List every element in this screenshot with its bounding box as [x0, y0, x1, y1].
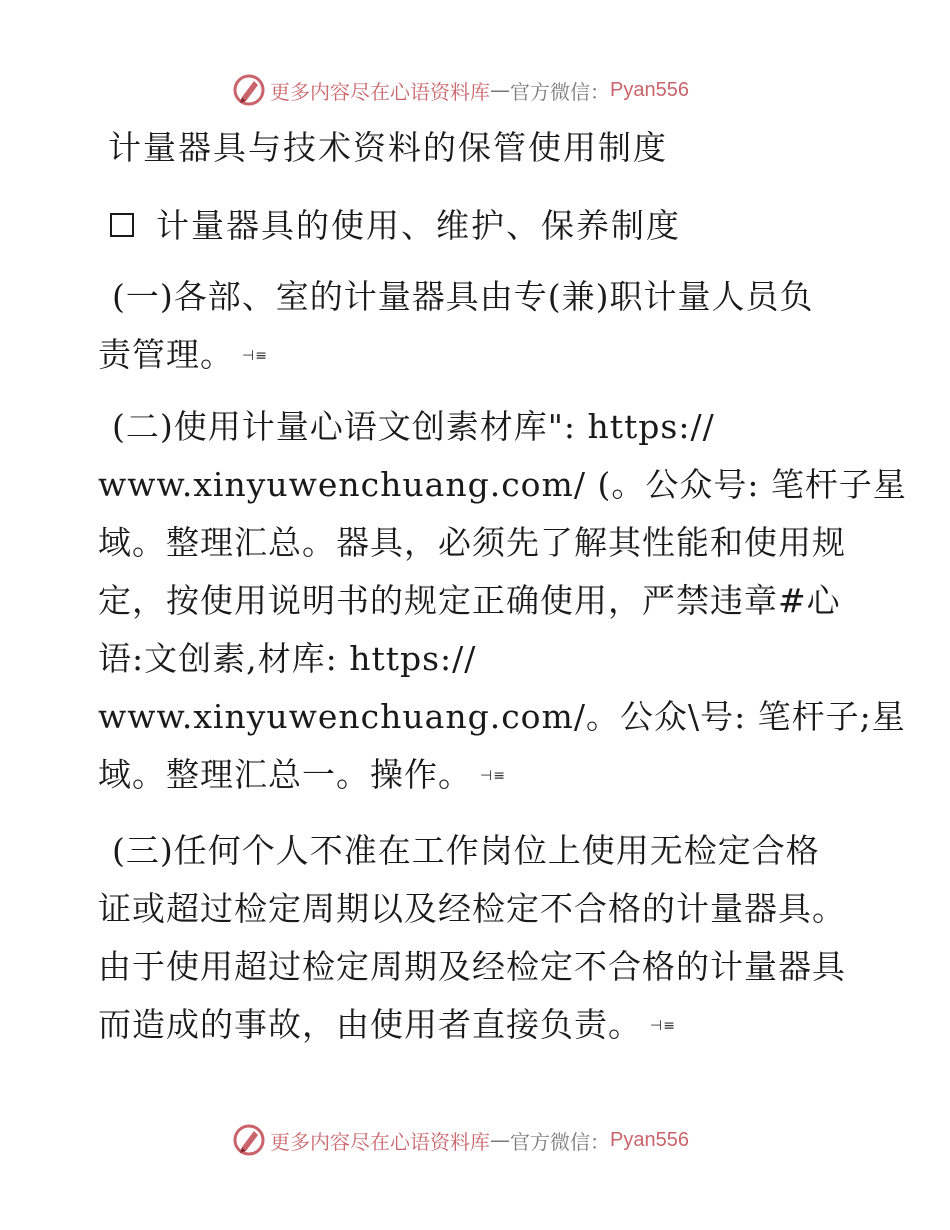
section-heading	[110, 200, 681, 247]
paragraph-line-text: 域。整理汇总一。操作。	[98, 755, 472, 794]
paragraph-line-last	[98, 326, 868, 391]
pen-logo-icon	[232, 73, 266, 107]
paragraph-line: 由于使用超过检定周期及经检定不合格的计量器具	[98, 947, 846, 986]
paragraph-line-last	[98, 746, 868, 811]
paragraph-line-text: 而造成的事故，由使用者直接负责。	[98, 1005, 642, 1044]
paragraph-line: (二)使用计量心语文创素材库": https://	[112, 407, 715, 446]
paragraph-line: www.xinyuwenchuang.com/ (。公众号: 笔杆子星	[98, 465, 907, 504]
paragraph-line: (一)各部、室的计量器具由专(兼)职计量人员负	[112, 277, 814, 316]
watermark-contact-id: Pyan556	[610, 1128, 689, 1151]
paragraph-line-text: 责管理。	[98, 335, 234, 374]
watermark-separator: —	[490, 1128, 510, 1152]
paragraph-line: (三)任何个人不准在工作岗位上使用无检定合格	[112, 831, 820, 870]
watermark-contact-label: 官方微信：	[510, 79, 610, 104]
paragraph-line: 域。整理汇总。器具，必须先了解其性能和使用规	[98, 523, 846, 562]
paragraph-line: 语:文创素,材库: https://	[98, 639, 477, 678]
paragraph-mark: ⊣≡	[650, 1018, 676, 1034]
watermark-contact-label: 官方微信：	[510, 1129, 610, 1154]
watermark-separator: —	[490, 78, 510, 102]
checkbox-icon	[110, 213, 134, 237]
footer-watermark	[232, 1122, 689, 1158]
paragraph-line: 证或超过检定周期以及经检定不合格的计量器具。	[98, 889, 846, 928]
section-heading-text: 计量器具的使用、维护、保养制度	[156, 206, 681, 245]
paragraph-line: 定，按使用说明书的规定正确使用，严禁违章#心	[98, 581, 841, 620]
paragraph-1	[98, 268, 868, 391]
watermark-text: 更多内容尽在心语资料库	[270, 79, 490, 104]
paragraph-mark: ⊣≡	[242, 348, 268, 364]
header-watermark	[232, 72, 689, 108]
paragraph-2	[98, 398, 907, 811]
pen-logo-icon	[232, 1123, 266, 1157]
paragraph-mark: ⊣≡	[480, 768, 506, 784]
watermark-text: 更多内容尽在心语资料库	[270, 1129, 490, 1154]
watermark-contact-id: Pyan556	[610, 78, 689, 101]
document-title: 计量器具与技术资料的保管使用制度	[108, 128, 668, 167]
paragraph-line: www.xinyuwenchuang.com/。公众\号: 笔杆子;星	[98, 697, 906, 736]
paragraph-3	[98, 822, 868, 1061]
paragraph-line-last	[98, 996, 868, 1061]
